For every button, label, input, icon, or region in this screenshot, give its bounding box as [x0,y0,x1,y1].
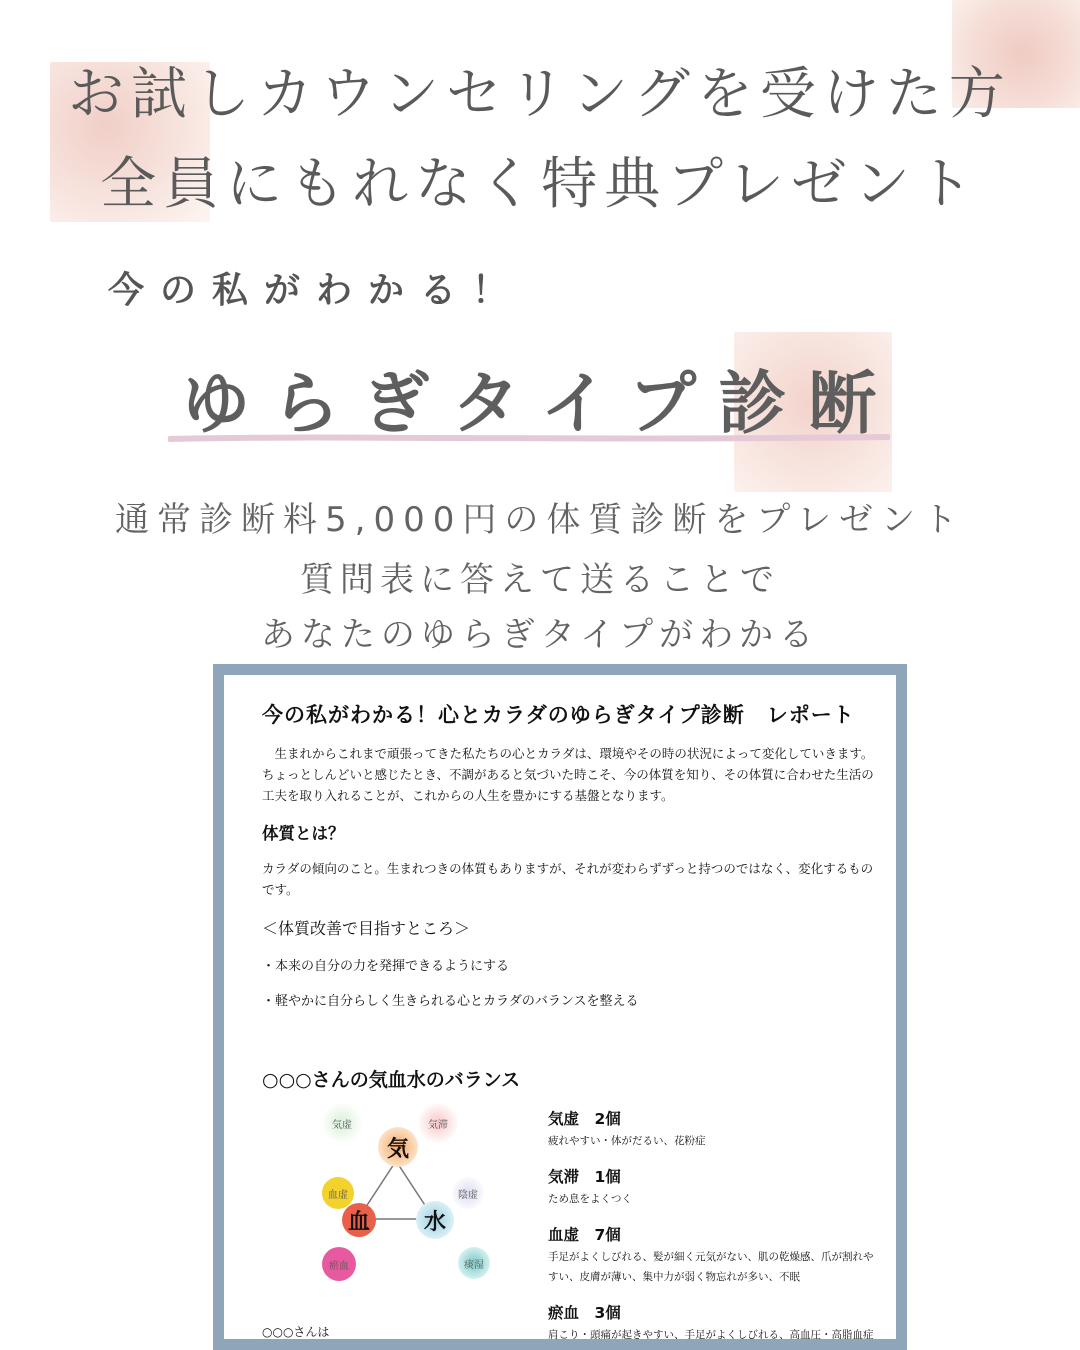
type-item [548,1223,878,1287]
report-goal-item: ・本来の自分の力を発揮できるようにする [262,959,510,974]
sui-dot: 水 [416,1201,454,1239]
report-footer: ○○○さんは [262,1325,330,1339]
type-name: 血虚 7個 [548,1226,621,1244]
headline-line-2: 全員にもれなく特典プレゼント [100,152,980,217]
headline-line-1: お試しカウンセリングを受けた方 [68,62,1012,127]
type-name: 気虚 2個 [548,1110,621,1128]
offer-text: 通常診断料5,000円の体質診断をプレゼント [115,500,965,540]
report-balance-heading: ○○○さんの気血水のバランス [262,1069,521,1091]
report-goal-item: ・軽やかに自分らしく生きられる心とカラダのバランスを整える [262,994,639,1009]
type-item [548,1107,878,1151]
ki-dot: 気 [378,1127,418,1167]
offer-description-1: 質問表に答えて送ることで [300,560,780,600]
kitai-dot: 気滞 [418,1103,458,1143]
catch-subtitle: 今の私がわかる！ [108,270,525,311]
offer-description-2: あなたのゆらぎタイプがわかる [260,615,820,655]
report-section-heading: 体質とは？ [262,824,345,843]
kikyo-dot: 気虚 [322,1103,362,1143]
report-section-text: カラダの傾向のこと。生まれつきの体質もありますが、それが変わらずずっと持つのではなく、変化するものです。 [262,861,874,897]
type-name: 瘀血 3個 [548,1304,621,1322]
ketsu-dot: 血 [342,1203,376,1237]
report-intro: 生まれからこれまで頑張ってきた私たちの心とカラダは、環境やその時の状況によって変化していきます。ちょっとしんどいと感じたとき、不調があると気づいた時こそ、今の体質を知り、その体質に合わせた生活の工夫を取り入れることが、これからの人生を豊かにする基盤となります。 [262,746,874,803]
report-title: 今の私がわかる！心とカラダのゆらぎタイプ診断 レポート [262,703,855,727]
type-item [548,1165,878,1209]
report-footer-cut: 血虚に7個と多く当てはまるものがありました [262,1343,510,1350]
ki-ketsu-sui-diagram [262,1095,512,1315]
kekkyo-dot: 血虚 [322,1177,354,1209]
report-preview [213,664,907,1350]
oketsu-dot: 瘀血 [322,1247,356,1281]
tanshitsu-dot: 痰湿 [458,1247,490,1279]
type-list [548,1107,878,1350]
type-desc: 疲れやすい・体がだるい、花粉症 [548,1135,706,1147]
inkyo-dot: 陰虚 [452,1177,484,1209]
type-desc: ため息をよくつく [548,1193,632,1205]
type-desc: 手足がよくしびれる、髪が細く元気がない、肌の乾燥感、爪が割れやすい、皮膚が薄い、集中力が弱く物忘れが多い、不眠 [548,1251,874,1283]
type-item [548,1301,878,1345]
report-goal-heading: ＜体質改善で目指すところ＞ [262,919,471,938]
type-name: 気滞 1個 [548,1168,621,1186]
title-underline [168,432,890,444]
diagnosis-title: ゆらぎタイプ診断 [181,365,899,444]
type-desc: 肩こり・頭痛が起きやすい、手足がよくしびれる、高血圧・高脂血症 [548,1329,874,1341]
